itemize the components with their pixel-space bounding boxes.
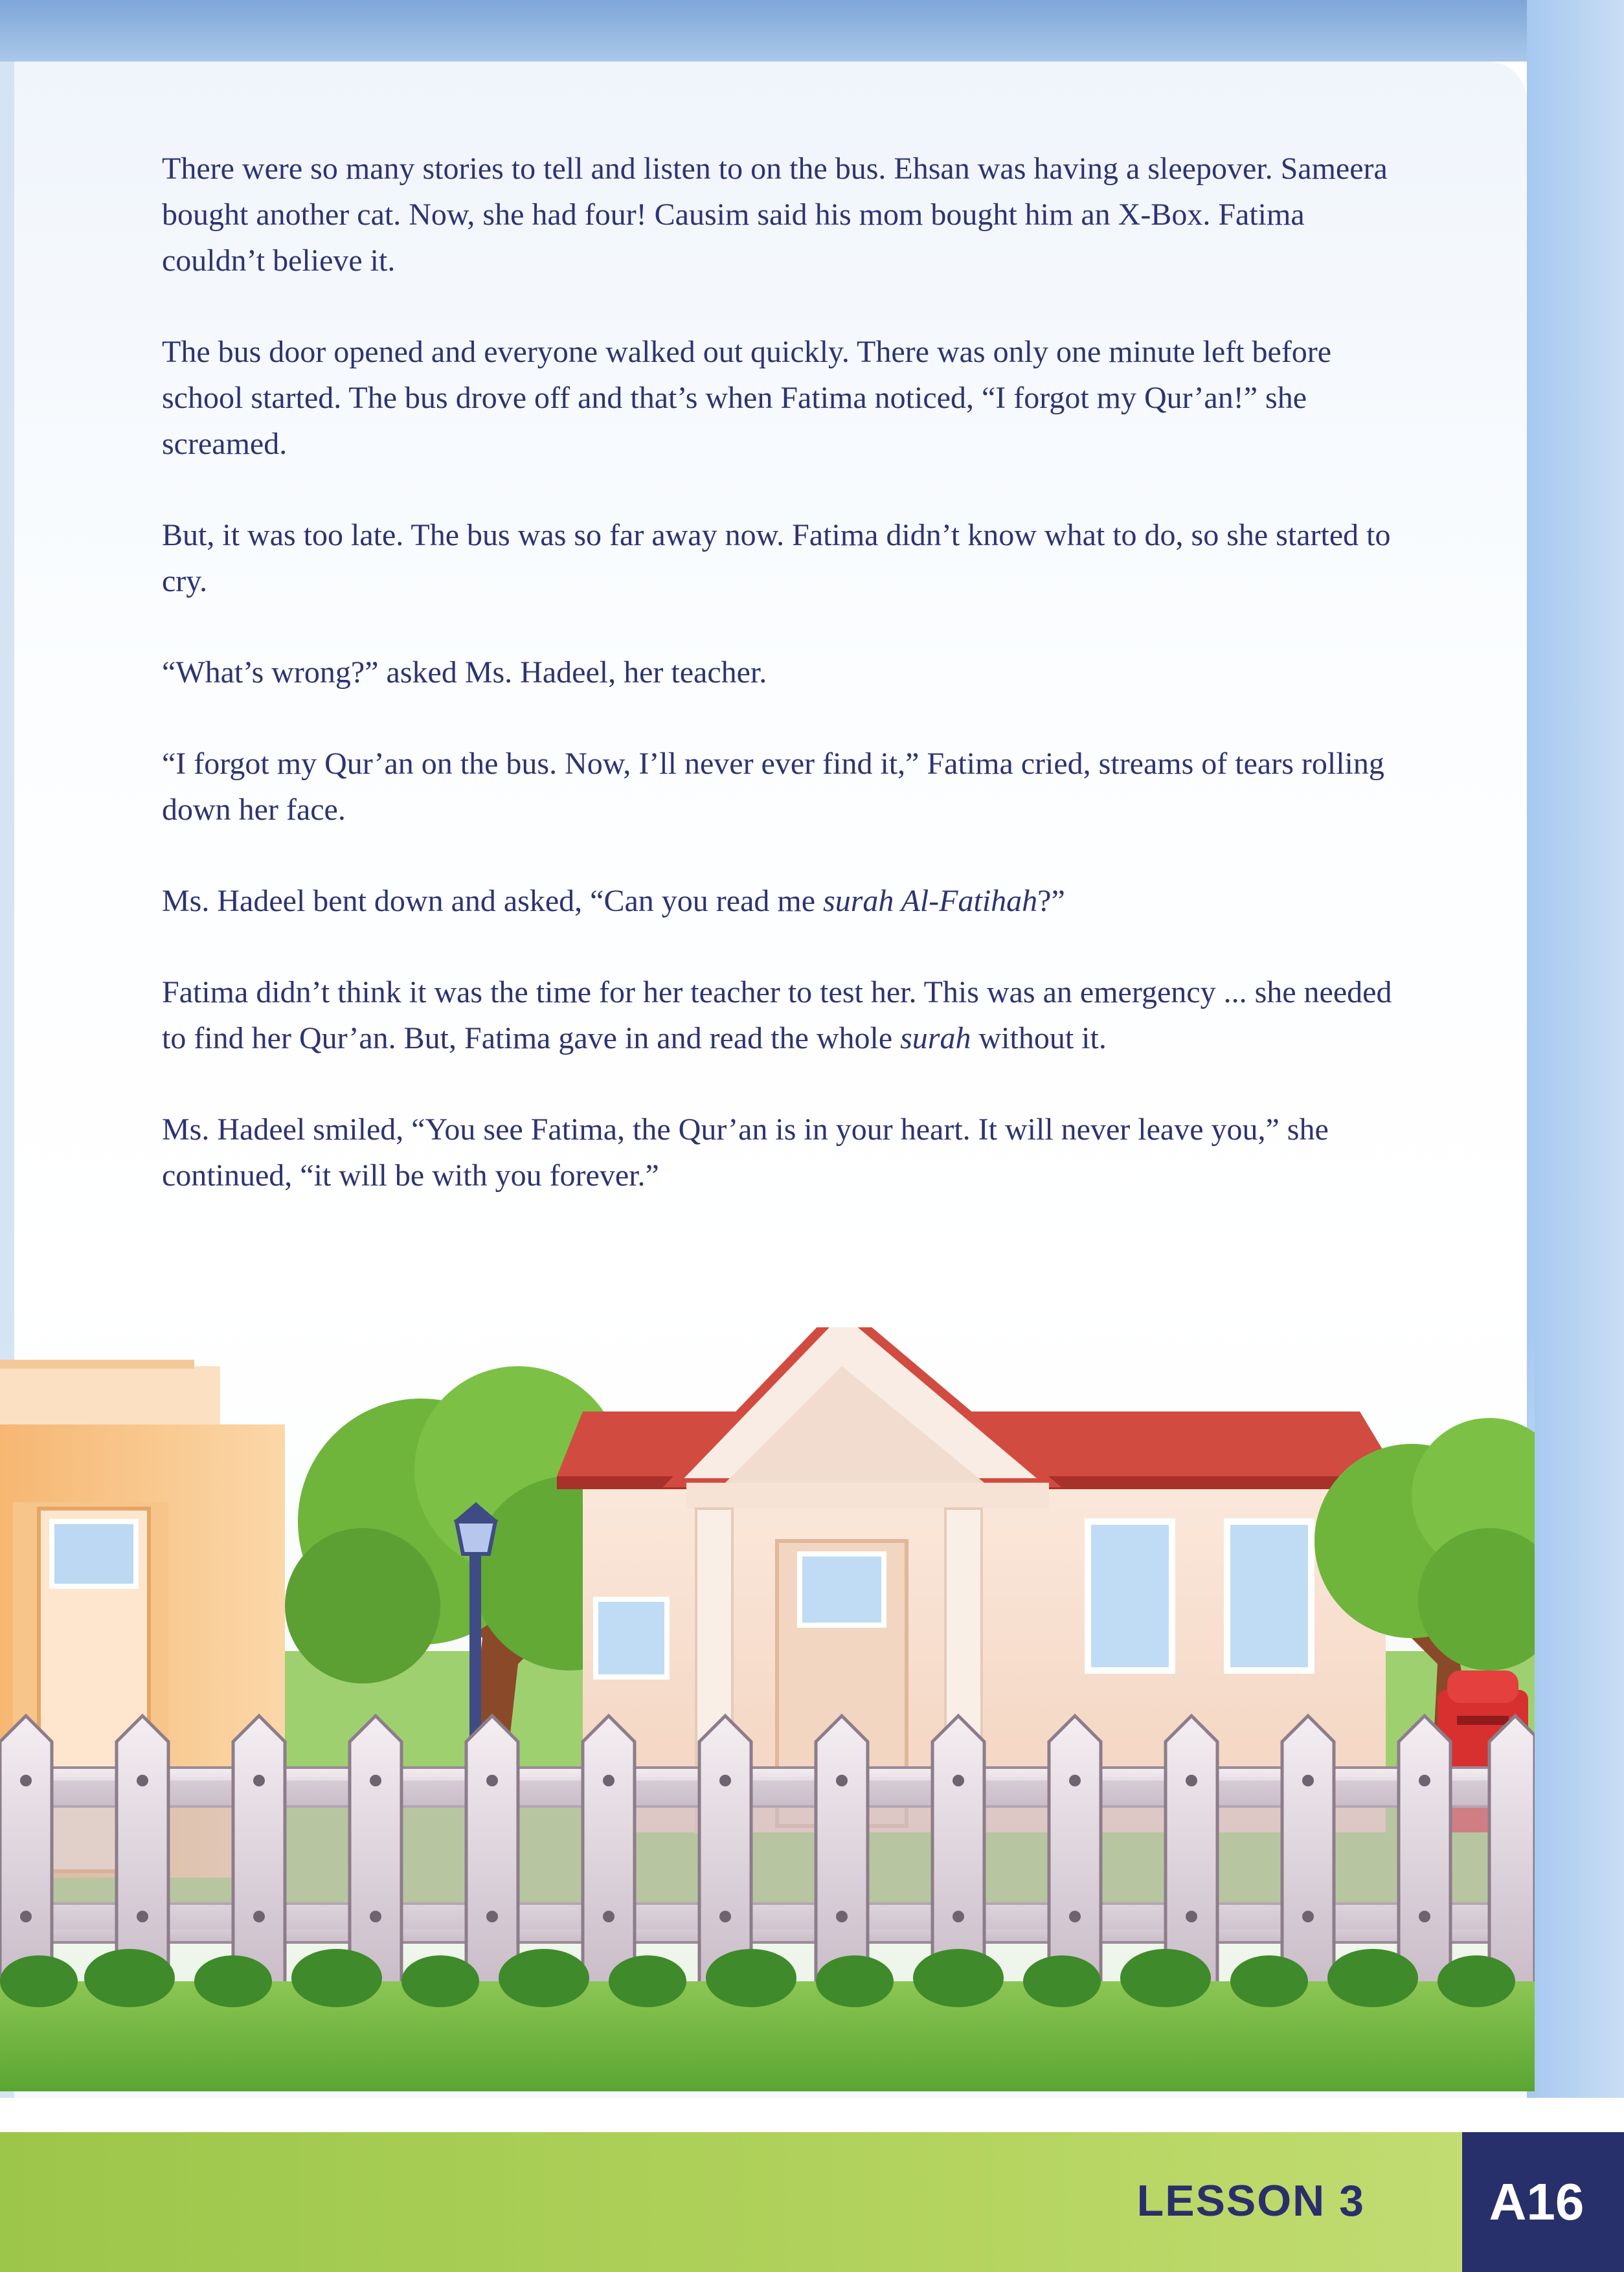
page-number: A16 <box>1489 2173 1585 2231</box>
text-run: “I forgot my Qur’an on the bus. Now, I’ll never ever find it,” Fatima cried, streams of tears rolling down her face. <box>162 747 1384 827</box>
text-run: The bus door opened and everyone walked out quickly. There was only one minute left before school started. The bus drove off and that’s when Fatima noticed, “I forgot my Qur’an!” she screamed. <box>162 335 1332 461</box>
text-run: But, it was too late. The bus was so far away now. Fatima didn’t know what to do, so she started to cry. <box>162 518 1391 598</box>
paragraph-6 <box>162 878 1392 924</box>
text-run: Fatima didn’t think it was the time for her teacher to test her. This was an emergency ... she needed to find her Qur’an. But, Fatima gave in and read the whole <box>162 975 1392 1055</box>
paragraph-2 <box>162 329 1392 467</box>
text-run: There were so many stories to tell and listen to on the bus. Ehsan was having a sleepover. Sameera bought another cat. Now, she had four! Causim said his mom bought him an X-Box. Fatima couldn’t believe it. <box>162 152 1388 278</box>
lesson-label: LESSON 3 <box>1136 2176 1365 2225</box>
school-illustration <box>0 1327 1535 2091</box>
right-color-band <box>1527 0 1624 2098</box>
text-run: “What’s wrong?” asked Ms. Hadeel, her teacher. <box>162 655 767 690</box>
text-run: ?” <box>1037 884 1065 918</box>
paragraph-5 <box>162 741 1392 833</box>
text-run: without it. <box>971 1021 1107 1055</box>
paragraph-3 <box>162 512 1392 604</box>
text-run: Ms. Hadeel smiled, “You see Fatima, the Qur’an is in your heart. It will never leave you,” she continued, “it will be with you forever.” <box>162 1112 1329 1193</box>
paragraph-4 <box>162 649 1392 695</box>
story-text <box>162 146 1392 1244</box>
footer-bar <box>0 2132 1624 2272</box>
text-run: Ms. Hadeel bent down and asked, “Can you read me <box>162 884 824 918</box>
paragraph-1 <box>162 146 1392 284</box>
italic-run: surah <box>900 1021 971 1055</box>
top-color-band <box>0 0 1624 62</box>
paragraph-7 <box>162 969 1392 1061</box>
paragraph-8 <box>162 1107 1392 1198</box>
italic-run: surah Al-Fatihah <box>823 884 1038 918</box>
